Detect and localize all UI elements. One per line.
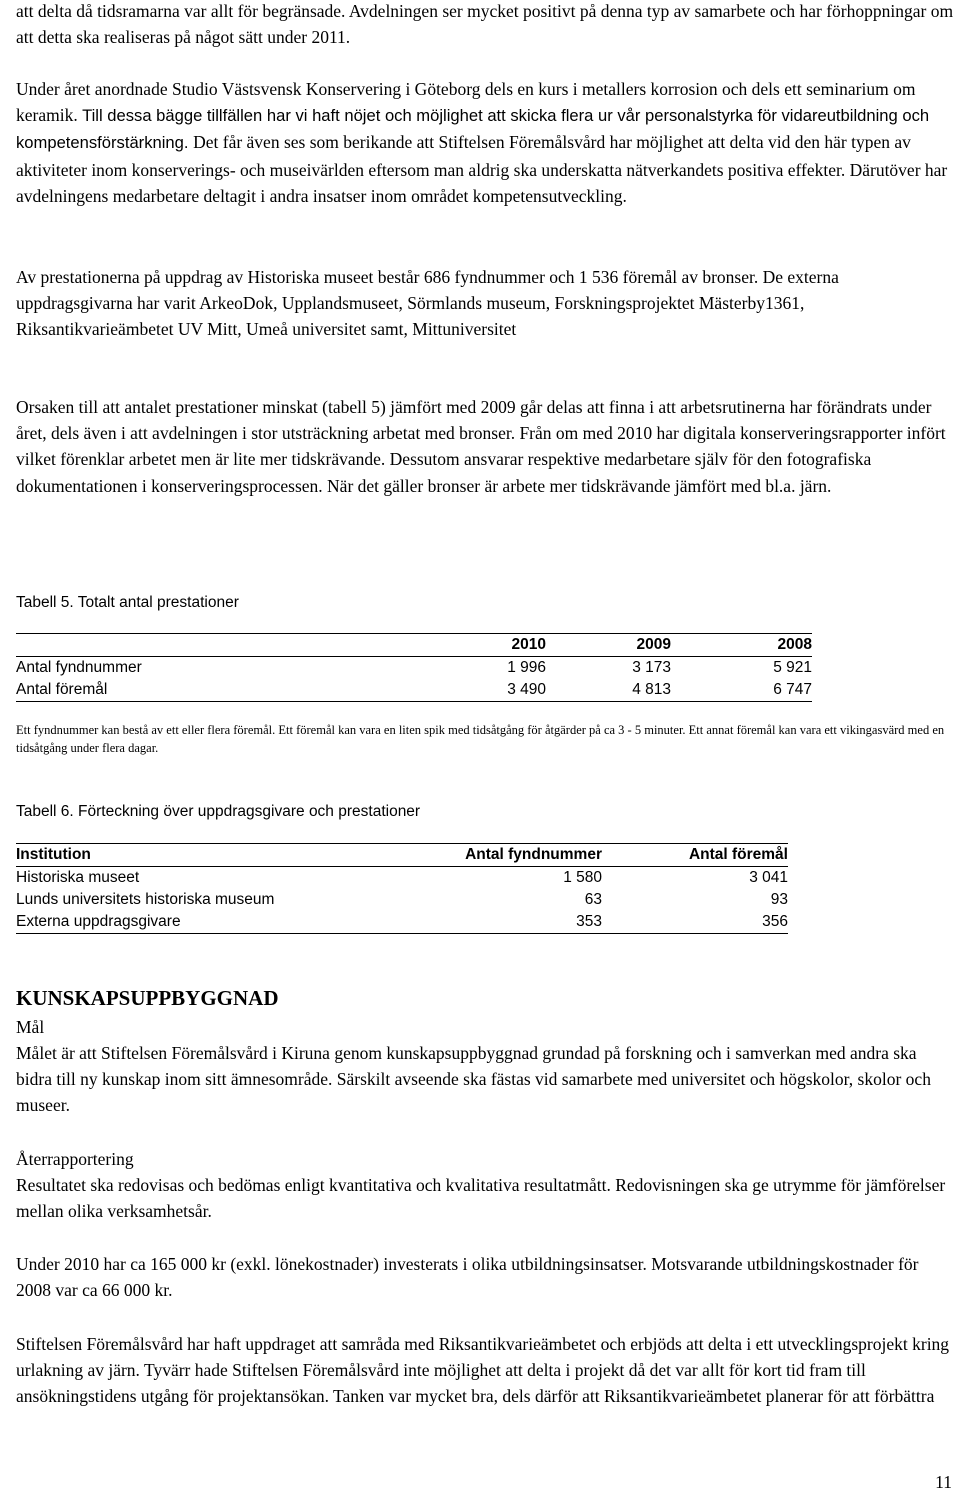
paragraph-courses-part3: Det får även ses som berikande att Stiftelsen Föremålsvård har möjlighet att delta vid den här typen av aktiviteter inom konserverings- och museivärlden eftersom man aldrig ska underskatta nätverkandets positiva effekter. Därutöver har avdelningens medarbetare deltagit i andra insatser inom området kompetensutveckling.	[16, 132, 948, 206]
table-row	[16, 657, 812, 680]
subheading-goal: Mål	[16, 1017, 45, 1037]
table5-header-cell	[16, 634, 436, 657]
paragraph-goal: Målet är att Stiftelsen Föremålsvård i Kiruna genom kunskapsuppbyggnad grundad på forskning och i samverkan med andra ska bidra till ny kunskap inom sitt ämnesområde. Särskilt avseende ska fästas vid samarbete med universitet och högskolor, skolor och museer.	[16, 1043, 931, 1116]
paragraph-education-costs: Under 2010 har ca 165 000 kr (exkl. lönekostnader) investerats i olika utbildningsinsatser. Motsvarande utbildningskostnader för 2008 var ca 66 000 kr.	[16, 1254, 919, 1301]
table6-header-cell: Institution	[16, 846, 91, 863]
table5-cell: 6 747	[773, 681, 812, 698]
paragraph-historiska: Av prestationerna på uppdrag av Historiska museet består 686 fyndnummer och 1 536 föremål av bronser. De externa uppdragsgivarna har varit ArkeoDok, Upplandsmuseet, Sörmlands museum, Forskningsprojektet Mästerby1361, Riksantikvarieämbetet UV Mitt, Umeå universitet samt, Mittuniversitet	[16, 267, 839, 340]
table-row	[16, 889, 788, 911]
table-row	[16, 911, 788, 934]
table5-header-cell: 2010	[511, 636, 546, 653]
paragraph-courses-part2: Till dessa bägge tillfällen har vi haft nöjet och möjlighet att skicka flera ur vår personalstyrka för vidareutbildning och kompetensförstärkning.	[16, 106, 930, 153]
paragraph-raa-project: Stiftelsen Föremålsvård har haft uppdraget att samråda med Riksantikvarieämbetet och erbjöds att delta i ett utvecklingsprojekt kring urlakning av järn. Tyvärr hade Stiftelsen Föremålsvård inte möjlighet att delta i projekt då det var allt för kort tid fram till ansökningstidens utgång för projektansökan. Tanken var mycket bra, dels därför att Riksantikvarieämbetet planerar för att förbättra	[16, 1334, 950, 1407]
table6-caption: Tabell 6. Förteckning över uppdragsgivare och prestationer	[16, 803, 421, 820]
paragraph-courses	[16, 76, 956, 209]
table5-cell: 4 813	[632, 681, 671, 698]
table6-header-cell: Antal föremål	[688, 846, 788, 863]
table6-cell: 63	[584, 891, 602, 908]
table5-cell: 1 996	[507, 659, 546, 676]
table-row	[16, 679, 812, 702]
table5-cell: 5 921	[773, 659, 812, 676]
table6-cell: Externa uppdragsgivare	[16, 913, 181, 930]
paragraph-courses-part1: Under året anordnade Studio Västsvensk Konservering i Göteborg dels en kurs i metallers korrosion och dels ett seminarium om keramik.	[16, 79, 916, 126]
subheading-reporting: Återrapportering	[16, 1149, 134, 1169]
table6-cell: Historiska museet	[16, 869, 140, 886]
paragraph-reporting: Resultatet ska redovisas och bedömas enligt kvantitativa och kvalitativa resultatmått. Redovisningen ska ge utrymme för jämförelser mellan olika verksamhetsår.	[16, 1175, 946, 1222]
table-row	[16, 867, 788, 890]
table5-cell: Antal föremål	[16, 681, 108, 698]
table6-cell: 3 041	[749, 869, 788, 886]
table6-cell: 356	[762, 913, 788, 930]
table5-cell: Antal fyndnummer	[16, 659, 142, 676]
table5-note: Ett fyndnummer kan bestå av ett eller flera föremål. Ett föremål kan vara en liten spik med tidsåtgång för åtgärder på ca 3 - 5 minuter. Ett annat föremål kan vara ett vikingasvärd med en tidsåtgång under flera dagar.	[16, 723, 945, 755]
paragraph-reasons: Orsaken till att antalet prestationer minskat (tabell 5) jämfört med 2009 går delas att finna i att arbetsrutinerna har förändrats under året, dels även i att avdelningen i stor utsträckning arbetat med bronser. Från om med 2010 har digitala konserveringsrapporter infört vilket förenklar arbetet men är lite mer tidskrävande. Dessutom ansvarar respektive medarbetare själv för den fotografiska dokumentationen i konserveringsprocessen. När det gäller bronser är arbete mer tidskrävande jämfört med bl.a. järn.	[16, 397, 946, 496]
table5-header-cell: 2008	[777, 636, 812, 653]
paragraph-cooperation: att delta då tidsramarna var allt för begränsade. Avdelningen ser mycket positivt på denna typ av samarbete och har förhoppningar om att detta ska realiseras på något sätt under 2011.	[16, 1, 954, 48]
table5-header-cell: 2009	[636, 636, 671, 653]
table6-header-row	[16, 844, 788, 867]
table6-cell: Lunds universitets historiska museum	[16, 891, 275, 908]
table5-caption: Tabell 5. Totalt antal prestationer	[16, 594, 239, 611]
table5-header-row	[16, 634, 812, 657]
table5-cell: 3 173	[632, 659, 671, 676]
table6-header-cell: Antal fyndnummer	[465, 846, 602, 863]
table5-cell: 3 490	[507, 681, 546, 698]
table5	[16, 634, 812, 702]
section-heading: KUNSKAPSUPPBYGGNAD	[16, 986, 279, 1010]
table6-cell: 93	[770, 891, 788, 908]
table6-cell: 1 580	[563, 869, 602, 886]
table6-cell: 353	[576, 913, 602, 930]
page-number: 11	[935, 1472, 952, 1492]
table6	[16, 843, 788, 934]
